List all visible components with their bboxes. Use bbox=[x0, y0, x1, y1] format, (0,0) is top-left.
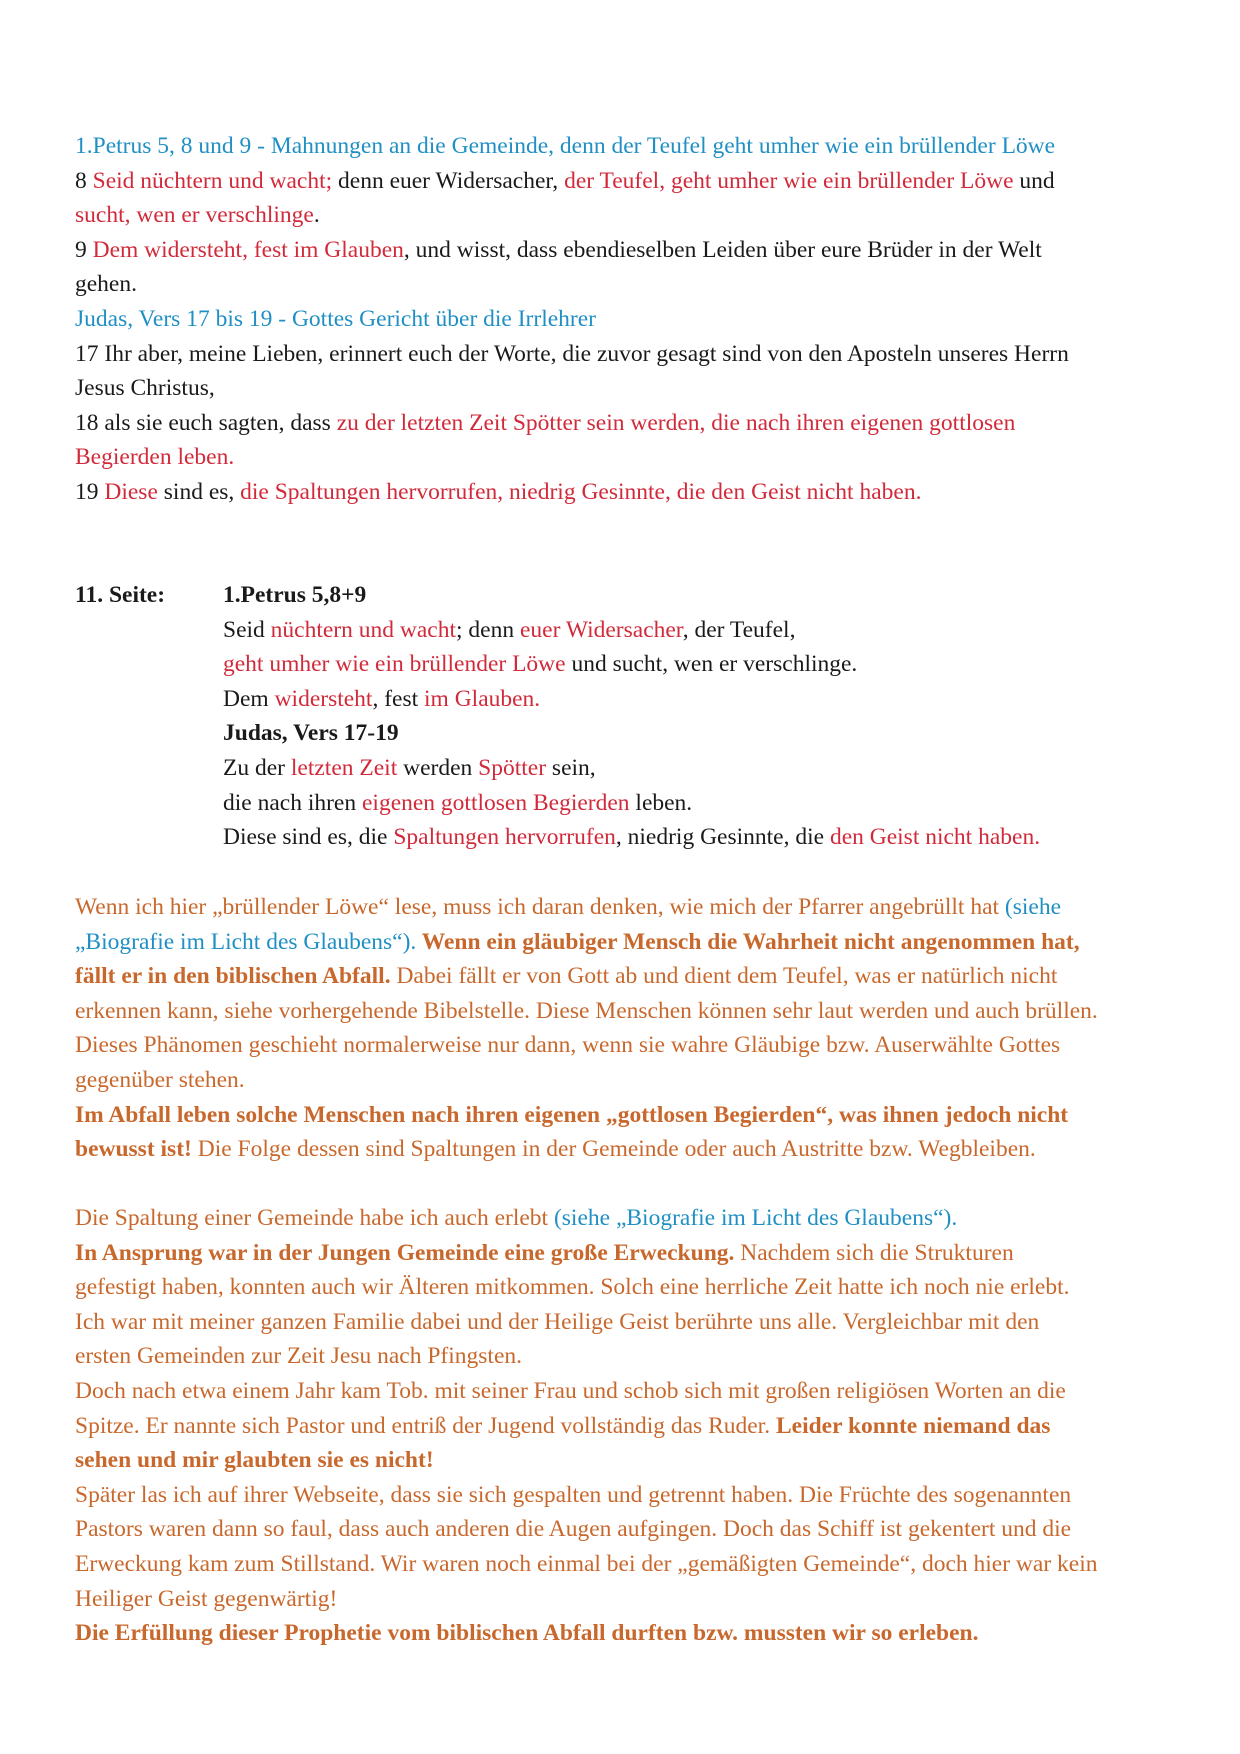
commentary-2-line-9: Später las ich auf ihrer Webseite, dass sie sich gespalten und getrennt haben. Die Früchte des sogenannten bbox=[75, 1481, 1072, 1508]
commentary-1 bbox=[75, 890, 1175, 1167]
commentary-2-line-1 bbox=[75, 1201, 1175, 1236]
judas-heading: Judas, Vers 17 bis 19 - Gottes Gericht über die Irrlehrer bbox=[75, 306, 596, 332]
verse-text: werden bbox=[397, 754, 479, 781]
emphasis-text: Leider konnte niemand das bbox=[770, 1412, 1051, 1439]
highlight-text: Diese bbox=[104, 478, 158, 505]
petrus-section bbox=[75, 129, 1175, 302]
reference-text: (siehe „Biografie im Licht des Glaubens“). bbox=[553, 1205, 958, 1231]
highlight-text: Dem widersteht, fest im Glauben bbox=[92, 236, 404, 263]
highlight-text: eigenen gottlosen Begierden bbox=[361, 789, 630, 816]
judas-verse-18-cont: Begierden leben. bbox=[75, 444, 235, 471]
verse-text: Zu der bbox=[223, 754, 291, 781]
highlight-text: widersteht bbox=[274, 685, 373, 712]
highlight-text: geht umher wie ein brüllender Löwe bbox=[223, 651, 566, 678]
verse-text: Diese sind es, die bbox=[223, 824, 394, 851]
judas-verse-17-cont: Jesus Christus, bbox=[75, 375, 215, 402]
commentary-2-line-7 bbox=[75, 1409, 1175, 1444]
commentary-2 bbox=[75, 1201, 1175, 1651]
emphasis-text: bewusst ist! bbox=[75, 1136, 192, 1163]
seite-petrus-title: 1.Petrus 5,8+9 bbox=[223, 582, 367, 608]
seite-line-3 bbox=[223, 682, 1173, 717]
commentary-text: Dabei fällt er von Gott ab und dient dem Teufel, was er natürlich nicht bbox=[390, 963, 1058, 990]
verse-text: , niedrig Gesinnte, die bbox=[615, 824, 830, 851]
highlight-text: Seid nüchtern und wacht; bbox=[92, 167, 333, 194]
verse-text: , und wisst, dass ebendieselben Leiden über eure Brüder in der Welt bbox=[403, 236, 1042, 263]
seite-line-5 bbox=[223, 786, 1173, 821]
highlight-text: zu der letzten Zeit Spötter sein werden, die nach ihren eigenen gottlosen bbox=[336, 409, 1016, 436]
highlight-text: den Geist nicht haben. bbox=[829, 824, 1041, 851]
seite-line-2 bbox=[223, 647, 1173, 682]
verse-text: und bbox=[1013, 167, 1055, 194]
commentary-2-line-6: Doch nach etwa einem Jahr kam Tob. mit seiner Frau und schob sich mit großen religiösen Worten an die bbox=[75, 1377, 1066, 1404]
commentary-text: Wenn ich hier „brüllender Löwe“ lese, muss ich daran denken, wie mich der Pfarrer angebrüllt hat bbox=[75, 894, 1005, 920]
commentary-text: Die Folge dessen sind Spaltungen in der Gemeinde oder auch Austritte bzw. Wegbleiben. bbox=[191, 1136, 1036, 1163]
verse-text: ; denn bbox=[455, 616, 520, 643]
highlight-text: sucht, wen er verschlinge bbox=[75, 202, 314, 229]
seite-content bbox=[223, 578, 1173, 855]
seite-line-1 bbox=[223, 613, 1173, 648]
verse-text: 18 als sie euch sagten, dass bbox=[75, 409, 337, 436]
petrus-verse-9-cont: gehen. bbox=[75, 271, 137, 298]
verse-text: und sucht, wen er verschlinge. bbox=[565, 651, 858, 678]
verse-number: 19 bbox=[75, 478, 105, 505]
verse-text: denn euer Widersacher, bbox=[332, 167, 565, 194]
highlight-text: nüchtern und wacht bbox=[270, 616, 456, 643]
commentary-2-line-2 bbox=[75, 1236, 1175, 1271]
verse-text: , der Teufel, bbox=[682, 616, 796, 643]
commentary-1-line-1 bbox=[75, 890, 1175, 925]
verse-number: 8 bbox=[75, 167, 93, 194]
verse-text: , fest bbox=[372, 685, 425, 712]
verse-text: sein, bbox=[546, 754, 596, 781]
seite-section bbox=[75, 578, 1175, 858]
highlight-text: Spötter bbox=[478, 754, 547, 781]
reference-text: (siehe bbox=[1004, 894, 1062, 920]
commentary-1-line-6: gegenüber stehen. bbox=[75, 1066, 245, 1093]
judas-verse-17: 17 Ihr aber, meine Lieben, erinnert euch der Worte, die zuvor gesagt sind von den Aposteln unseres Herrn bbox=[75, 340, 1069, 367]
commentary-text: Nachdem sich die Strukturen bbox=[734, 1239, 1014, 1266]
commentary-2-line-5: ersten Gemeinden zur Zeit Jesu nach Pfingsten. bbox=[75, 1343, 523, 1370]
judas-section bbox=[75, 302, 1175, 510]
commentary-text: Die Spaltung einer Gemeinde habe ich auch erlebt bbox=[75, 1205, 554, 1231]
highlight-text: die Spaltungen hervorrufen, niedrig Gesinnte, die den Geist nicht haben. bbox=[240, 478, 922, 505]
highlight-text: Spaltungen hervorrufen bbox=[393, 824, 616, 851]
verse-text: sind es, bbox=[157, 478, 241, 505]
petrus-verse-8-cont bbox=[75, 198, 1175, 233]
petrus-verse-8 bbox=[75, 164, 1175, 199]
seite-judas-title: Judas, Vers 17-19 bbox=[223, 720, 399, 747]
emphasis-text: fällt er in den biblischen Abfall. bbox=[75, 963, 391, 990]
commentary-1-line-8 bbox=[75, 1132, 1175, 1167]
seite-line-6 bbox=[223, 820, 1173, 855]
judas-verse-19 bbox=[75, 475, 1175, 510]
emphasis-text: In Ansprung war in der Jungen Gemeinde eine große Erweckung. bbox=[75, 1239, 735, 1266]
seite-line-4 bbox=[223, 751, 1173, 786]
reference-text: „Biografie im Licht des Glaubens“). bbox=[75, 928, 417, 955]
highlight-text: letzten Zeit bbox=[290, 754, 398, 781]
judas-verse-18 bbox=[75, 406, 1175, 441]
commentary-1-line-5: Dieses Phänomen geschieht normalerweise nur dann, wenn sie wahre Gläubige bzw. Auserwählte Gottes bbox=[75, 1032, 1061, 1059]
highlight-text: im Glauben. bbox=[424, 685, 541, 712]
highlight-text: der Teufel, geht umher wie ein brüllender Löwe bbox=[564, 167, 1014, 194]
commentary-2-line-13: Die Erfüllung dieser Prophetie vom biblischen Abfall durften bzw. mussten wir so erleben. bbox=[75, 1620, 979, 1647]
commentary-2-line-4: Ich war mit meiner ganzen Familie dabei und der Heilige Geist berührte uns alle. Vergleichbar mit den bbox=[75, 1308, 1040, 1335]
verse-text: . bbox=[313, 202, 320, 229]
seite-label: 11. Seite: bbox=[75, 582, 166, 608]
commentary-2-line-3: gefestigt haben, konnten auch wir Älteren mitkommen. Solch eine herrliche Zeit hatte ich noch nie erlebt. bbox=[75, 1274, 1070, 1301]
verse-text: Dem bbox=[223, 685, 275, 712]
petrus-heading: 1.Petrus 5, 8 und 9 - Mahnungen an die Gemeinde, denn der Teufel geht umher wie ein brüllender Löwe bbox=[75, 133, 1056, 159]
commentary-1-line-2 bbox=[75, 925, 1175, 960]
verse-text: leben. bbox=[629, 789, 693, 816]
commentary-1-line-4: erkennen kann, siehe vorhergehende Bibelstelle. Diese Menschen können sehr laut werden und auch brüllen. bbox=[75, 997, 1098, 1024]
commentary-2-line-10: Pastors waren dann so faul, dass auch anderen die Augen aufgingen. Doch das Schiff ist gekentert und die bbox=[75, 1516, 1072, 1543]
commentary-1-line-3 bbox=[75, 959, 1175, 994]
verse-text: Seid bbox=[223, 616, 271, 643]
emphasis-text: Wenn ein gläubiger Mensch die Wahrheit nicht angenommen hat, bbox=[416, 928, 1080, 955]
commentary-2-line-8: sehen und mir glaubten sie es nicht! bbox=[75, 1447, 434, 1474]
commentary-text: Spitze. Er nannte sich Pastor und entriß der Jugend vollständig das Ruder. bbox=[75, 1412, 771, 1439]
petrus-verse-9 bbox=[75, 233, 1175, 268]
verse-text: die nach ihren bbox=[223, 789, 362, 816]
verse-number: 9 bbox=[75, 236, 93, 263]
commentary-1-line-7: Im Abfall leben solche Menschen nach ihren eigenen „gottlosen Begierden“, was ihnen jedoch nicht bbox=[75, 1101, 1069, 1128]
highlight-text: euer Widersacher bbox=[519, 616, 683, 643]
commentary-2-line-12: Heiliger Geist gegenwärtig! bbox=[75, 1585, 338, 1612]
commentary-2-line-11: Erweckung kam zum Stillstand. Wir waren noch einmal bei der „gemäßigten Gemeinde“, doch hier war kein bbox=[75, 1550, 1098, 1577]
